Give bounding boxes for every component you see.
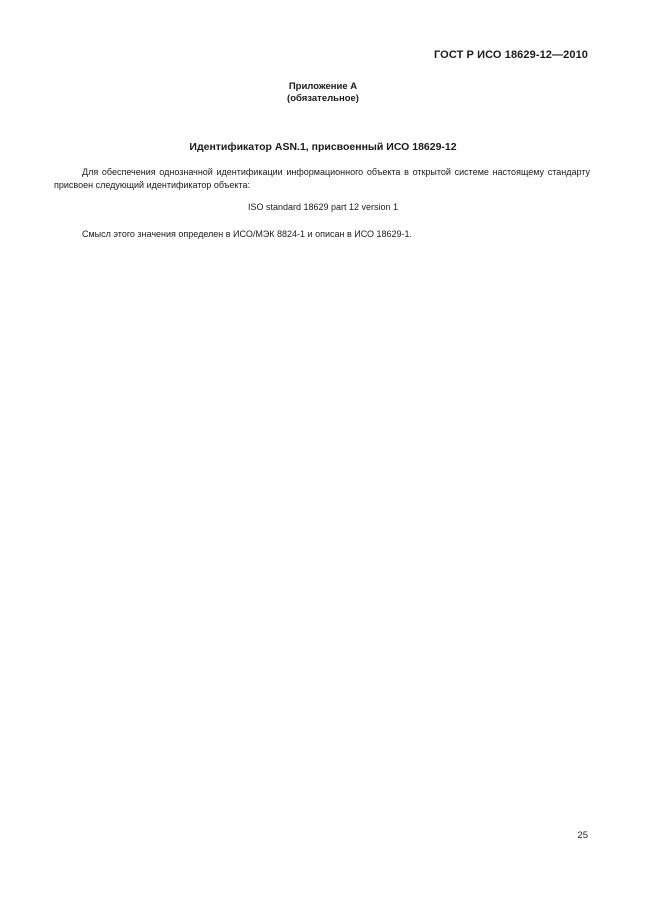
annex-title: Приложение А xyxy=(288,81,358,92)
section-heading: Идентификатор ASN.1, присвоенный ИСО 18629-12 xyxy=(189,141,457,153)
annex-title-block xyxy=(0,81,646,105)
document-code: ГОСТ Р ИСО 18629-12—2010 xyxy=(433,49,588,61)
page-number: 25 xyxy=(577,830,588,841)
object-identifier: ISO standard 18629 part 12 version 1 xyxy=(247,202,399,212)
body-paragraph-1: Для обеспечения однозначной идентификации информационного объекта в открытой системе настоящему стандарту присвоен следующий идентификатор объекта: xyxy=(54,167,590,190)
annex-status: (обязательное) xyxy=(287,93,359,104)
body-paragraph-2: Смысл этого значения определен в ИСО/МЭК 8824-1 и описан в ИСО 18629-1. xyxy=(82,229,413,239)
